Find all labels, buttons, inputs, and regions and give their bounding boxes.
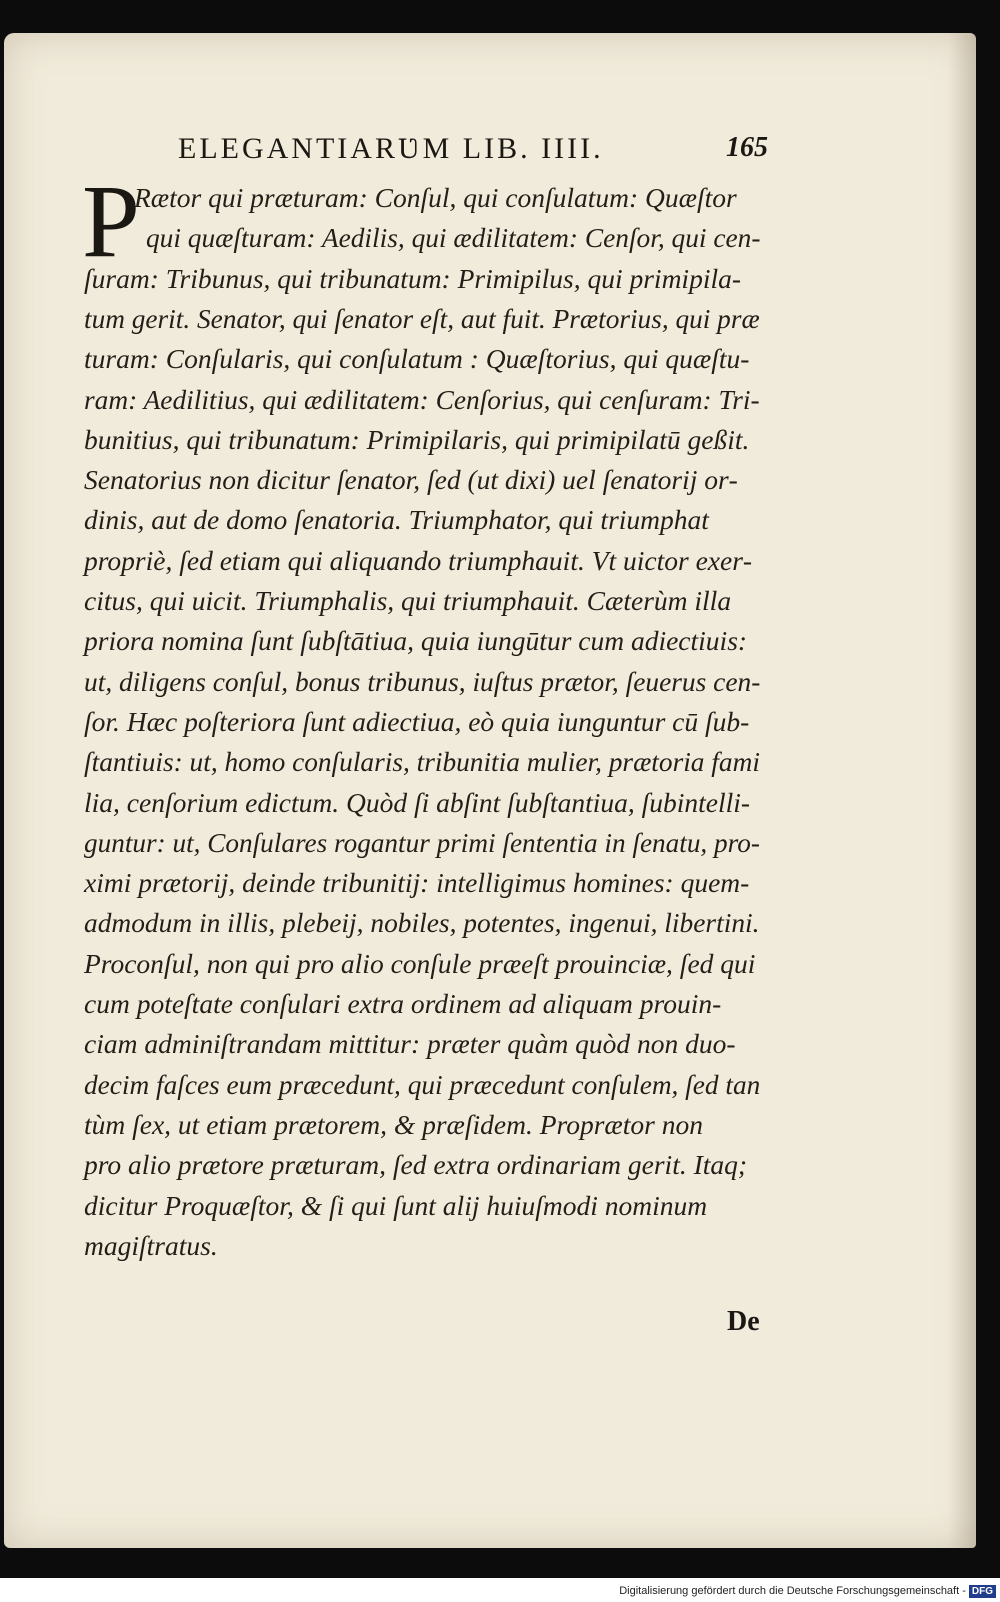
text-line: Senatorius non dicitur ſenator, ſed (ut dixi) uel ſenatorij or‑ — [84, 464, 738, 496]
digitization-footer — [619, 1582, 996, 1600]
text-line: propriè, ſed etiam qui aliquando triumphauit. Vt uictor exer‑ — [84, 544, 753, 576]
text-line: Rætor qui præturam: Conſul, qui conſulatum: Quæſtor — [134, 182, 737, 213]
dfg-logo: DFG — [969, 1585, 996, 1598]
text-line: tum gerit. Senator, qui ſenator eſt, aut fuit. Prætorius, qui præ — [84, 302, 760, 334]
text-line: ut, diligens conſul, bonus tribunus, iuſtus prætor, ſeuerus cen‑ — [84, 665, 761, 697]
text-line: ſuram: Tribunus, qui tribunatum: Primipilus, qui primipila‑ — [84, 262, 742, 294]
text-line: pro alio prætore præturam, ſed extra ordinariam gerit. Itaq; — [84, 1149, 748, 1181]
text-line: dicitur Proquæſtor, & ſi qui ſunt alij huiuſmodi nominum — [84, 1189, 708, 1221]
text-line: ram: Aedilitius, qui ædilitatem: Cenſorius, qui cenſuram: Tri‑ — [84, 383, 760, 415]
text-line: bunitius, qui tribunatum: Primipilaris, qui primipilatū geßit. — [84, 423, 750, 455]
text-line: turam: Conſularis, qui conſulatum : Quæſtorius, qui quæſtu‑ — [84, 343, 750, 375]
page-edge-shadow — [948, 33, 976, 1548]
text-line: ſor. Hæc poſteriora ſunt adiectiua, eò quia iunguntur cū ſub‑ — [84, 705, 750, 737]
text-line: citus, qui uicit. Triumphalis, qui triumphauit. Cæterùm illa — [84, 585, 732, 616]
text-line: ximi prætorij, deinde tribunitij: intelligimus homines: quem‑ — [84, 867, 750, 899]
text-line: dinis, aut de domo ſenatoria. Triumphator, qui triumphat — [84, 504, 709, 536]
text-line: qui quæſturam: Aedilis, qui ædilitatem: Cenſor, qui cen‑ — [146, 222, 761, 254]
text-line: cum poteſtate conſulari extra ordinem ad aliquam prouin‑ — [84, 988, 722, 1019]
text-line: priora nomina ſunt ſubſtātiua, quia iungūtur cum adiectiuis: — [84, 625, 748, 657]
folio-number: 165 — [726, 132, 768, 163]
text-line: Proconſul, non qui pro alio conſule præeſt prouinciæ, ſed qui — [84, 947, 756, 979]
text-line: ciam adminiſtrandam mittitur: præter quàm quòd non duo‑ — [84, 1028, 736, 1060]
text-line: admodum in illis, plebeij, nobiles, potentes, ingenui, libertini. — [84, 907, 760, 939]
text-line: guntur: ut, Conſulares rogantur primi ſententia in ſenatu, pro‑ — [84, 826, 760, 858]
footer-credit-text: Digitalisierung gefördert durch die Deutsche Forschungsgemeinschaft - — [619, 1585, 966, 1597]
text-line: lia, cenſorium edictum. Quòd ſi abſint ſubſtantiua, ſubintelli‑ — [84, 786, 751, 818]
text-line: decim faſces eum præcedunt, qui præcedunt conſulem, ſed tan — [84, 1068, 761, 1100]
running-head — [178, 132, 778, 172]
text-line: magiſtratus. — [84, 1229, 218, 1261]
drop-cap-initial: P — [82, 164, 140, 279]
text-line: tùm ſex, ut etiam prætorem, & præſidem. Proprætor non — [84, 1108, 703, 1140]
text-line: ſtantiuis: ut, homo conſularis, tribunitia mulier, prætoria fami — [84, 746, 760, 778]
catchword: De — [727, 1306, 760, 1337]
running-head-title: ELEGANTIARƲM LIB. IIII. — [178, 132, 604, 165]
